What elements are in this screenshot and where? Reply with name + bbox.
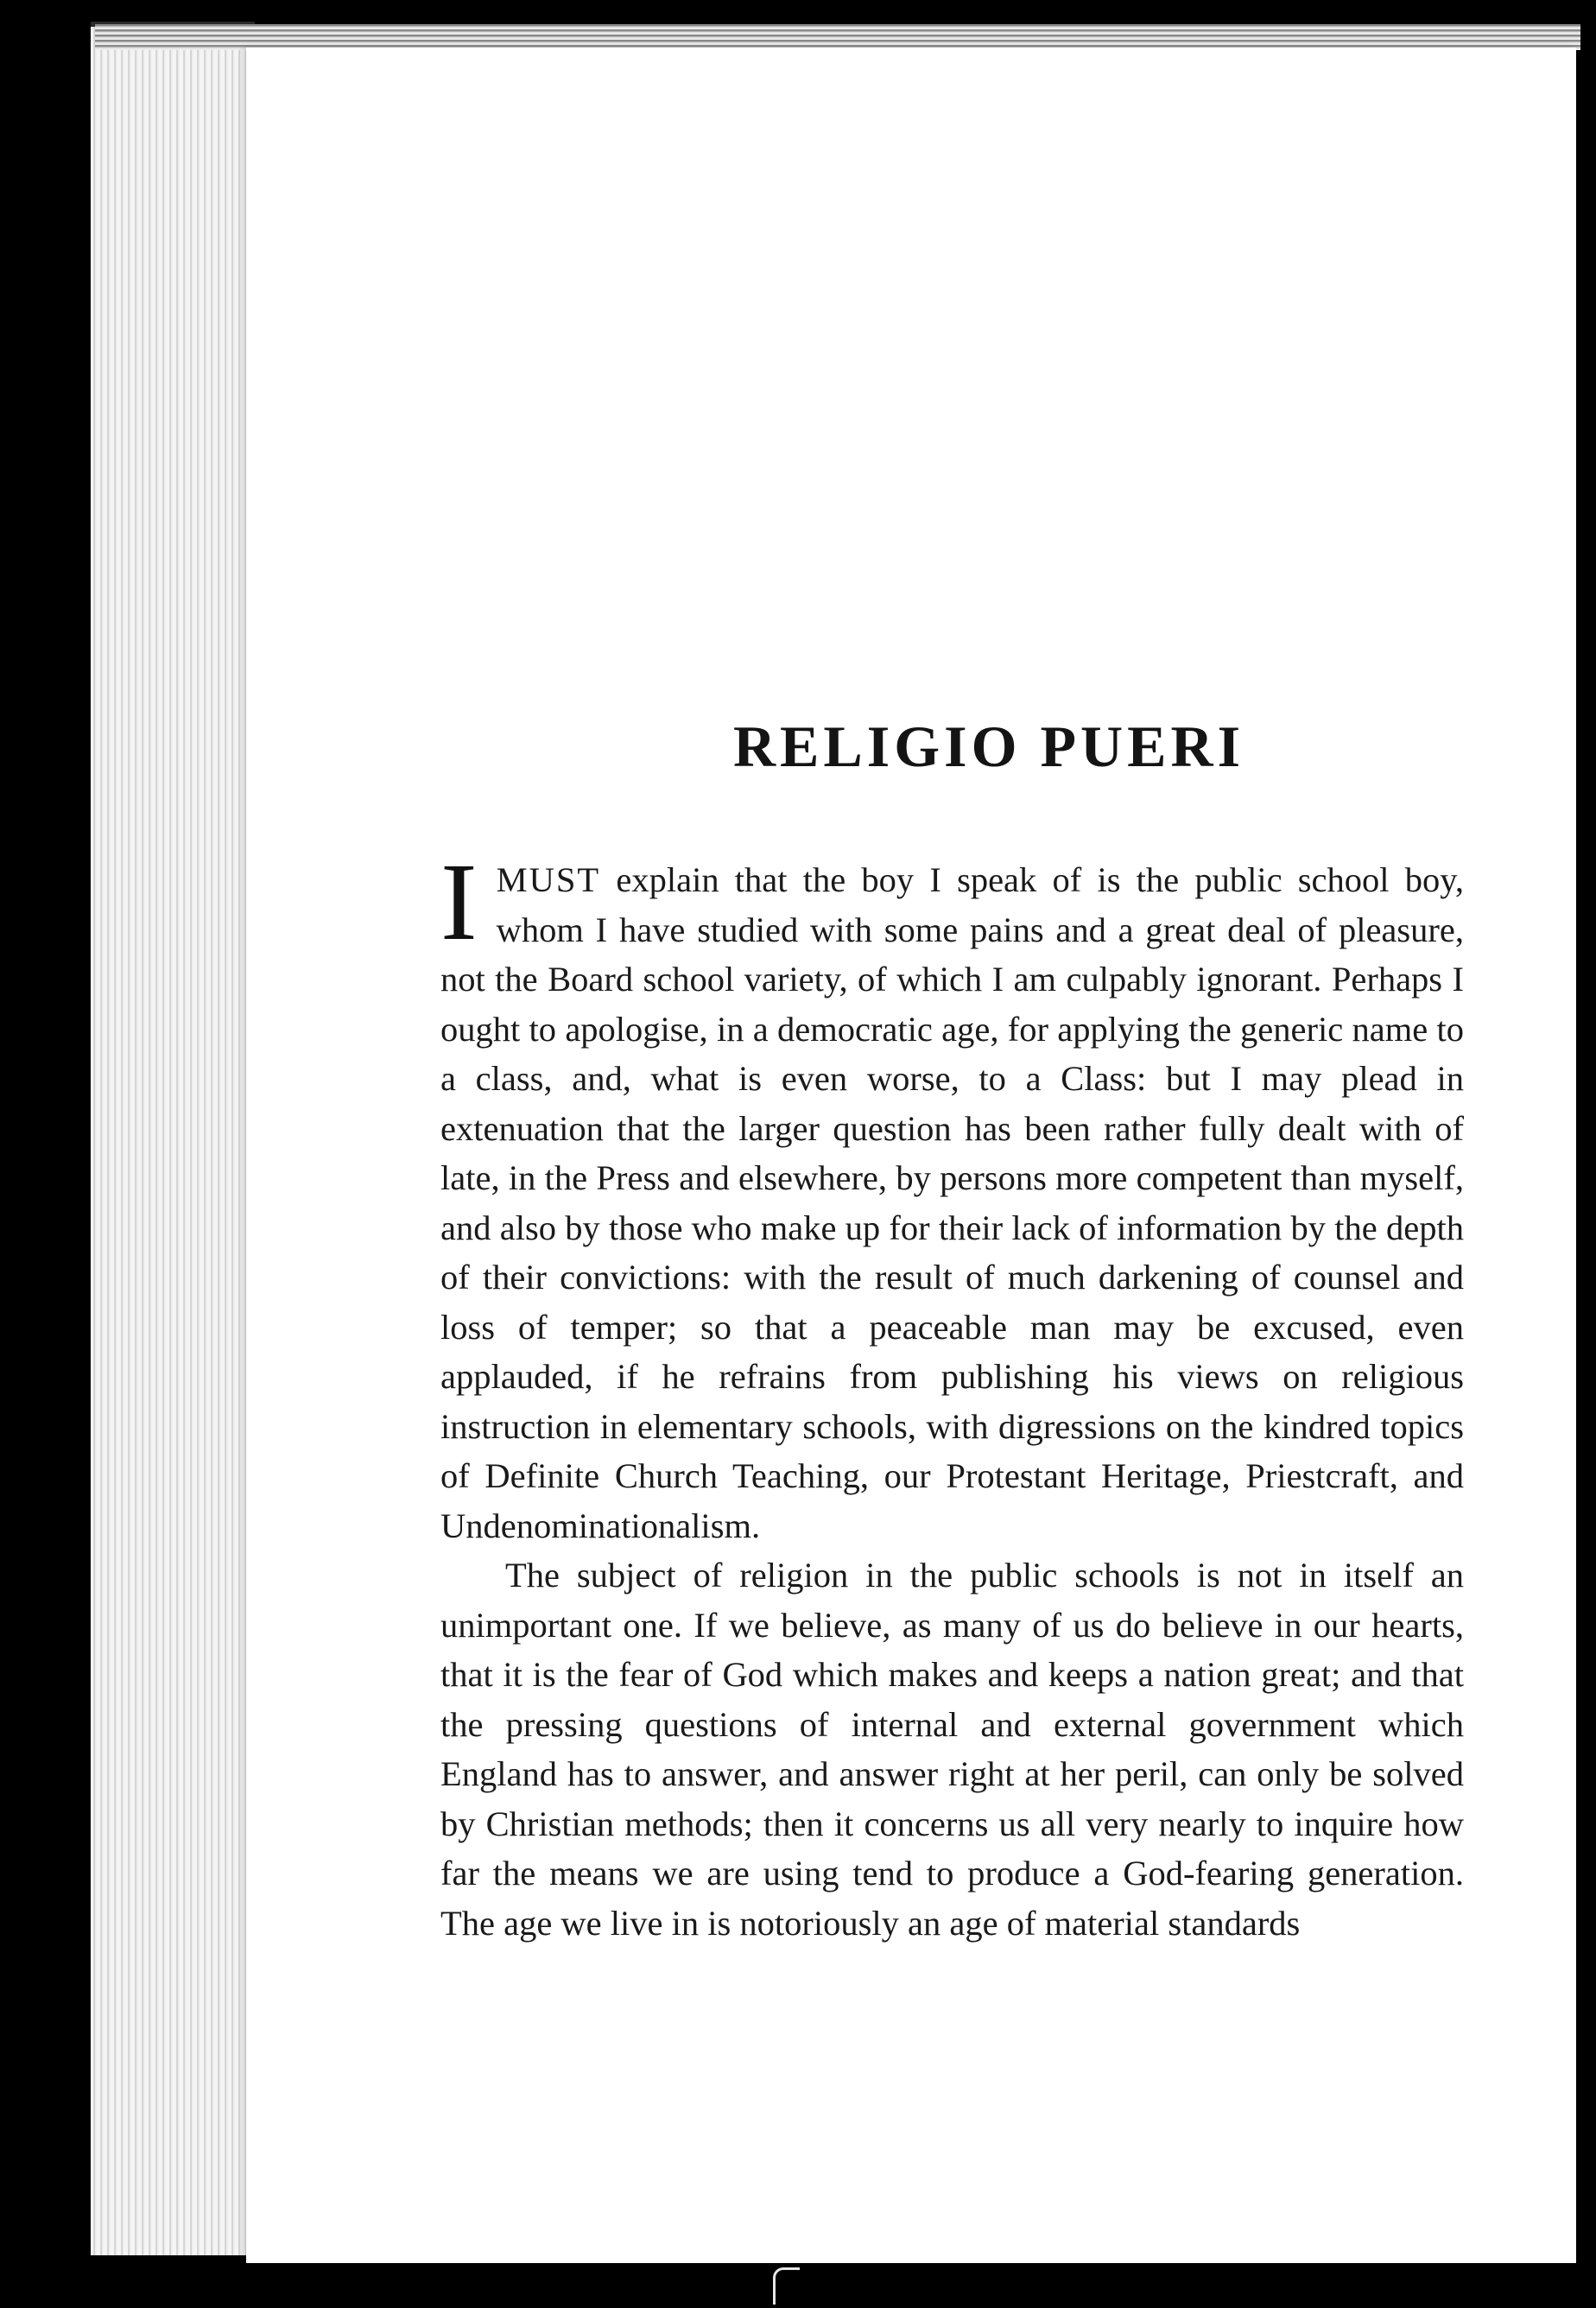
paragraph-1	[440, 840, 1464, 1550]
chapter-title: RELIGIO PUERI	[732, 713, 1245, 779]
book-top-edge	[95, 24, 1580, 50]
drop-cap: I	[440, 840, 478, 963]
paragraph-2: The subject of religion in the public schools is not in itself an unimportant one. If we believe, as many of us do believe in our hearts, that it is the fear of God which makes and keeps a nation great; and that the pressing questions of internal and external government which England has to answer, and answer right at her peril, can only be solved by Christian methods; then it concerns us all very nearly to inquire how far the means we are using tend to produce a God-fearing generation. The age we live in is notoriously an age of material standards	[440, 1556, 1464, 1943]
scan-mark	[773, 2267, 800, 2305]
opening-caps: MUST	[496, 860, 601, 899]
paragraph-1-text: explain that the boy I speak of is the public school boy, whom I have studied with some pains and a great deal of pleasure, not the Board school variety, of which I am culpably ignorant. Perhaps I ought to apologise, in a democratic age, for applying the generic name to a class, and, what is even worse, to a Class: but I may plead in extenuation that the larger question has been rather fully dealt with of late, in the Press and elsewhere, by persons more competent than myself, and also by those who make up for their lack of information by the depth of their convictions: with the result of much darkening of counsel and loss of temper; so that a peaceable man may be excused, even applauded, if he refrains from publishing his views on religious instruction in elementary schools, with digressions on the kindred topics of Definite Church Teaching, our Protestant Heritage, Priestcraft, and Undenominationalism.	[440, 860, 1464, 1545]
body-text	[440, 840, 1464, 1948]
book-page-edges	[91, 22, 255, 2255]
book-page	[246, 48, 1576, 2263]
